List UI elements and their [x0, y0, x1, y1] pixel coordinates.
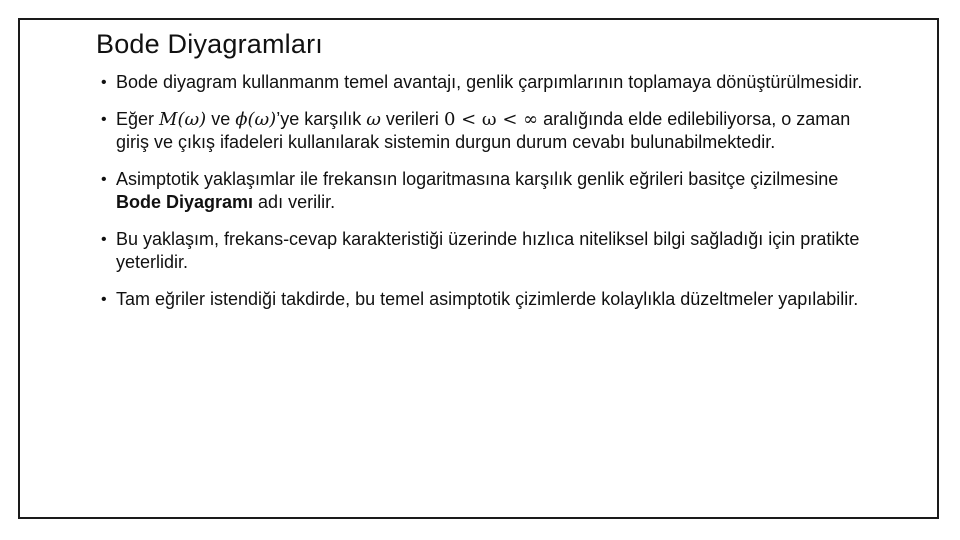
math-magnitude: M(ω) [159, 109, 207, 130]
bullet-list [116, 71, 876, 325]
bullet-item [116, 228, 876, 274]
math-omega: ω [366, 109, 381, 130]
bullet-item [116, 108, 876, 154]
bullet-text: aralığında elde edilebiliyorsa, o zaman giriş ve çıkış ifadeleri kullanılarak sistemin durgun durum cevabı bulunabilmektedir. [116, 109, 851, 152]
bullet-text: Eğer [116, 109, 160, 129]
bullet-item [116, 168, 876, 214]
bullet-text: adı verilir. [253, 192, 336, 212]
bullet-text: ’ye karşılık [276, 109, 367, 129]
bullet-item [116, 71, 876, 94]
slide-title: Bode Diyagramları [96, 29, 323, 59]
bullet-text: Bode diyagram kullanmanm temel avantajı, genlik çarpımlarının toplamaya dönüştürülmesidir. [116, 72, 863, 92]
bullet-text: verileri [380, 109, 444, 129]
bullet-text: Tam eğriler istendiği takdirde, bu temel asimptotik çizimlerde kolaylıkla düzeltmeler yapılabilir. [116, 289, 859, 309]
bullet-text: Asimptotik yaklaşımlar ile frekansın logaritmasına karşılık genlik eğrileri basitçe çizilmesine [116, 169, 839, 189]
bold-term: Bode Diyagramı [116, 192, 254, 212]
bullet-text: Bu yaklaşım, frekans-cevap karakteristiği üzerinde hızlıca niteliksel bilgi sağladığı için pratikte yeterlidir. [116, 229, 860, 272]
bullet-item [116, 288, 876, 311]
math-phase: ϕ(ω) [235, 109, 277, 130]
math-range: 0 < ω < ∞ [443, 109, 539, 130]
bullet-text: ve [206, 109, 236, 129]
